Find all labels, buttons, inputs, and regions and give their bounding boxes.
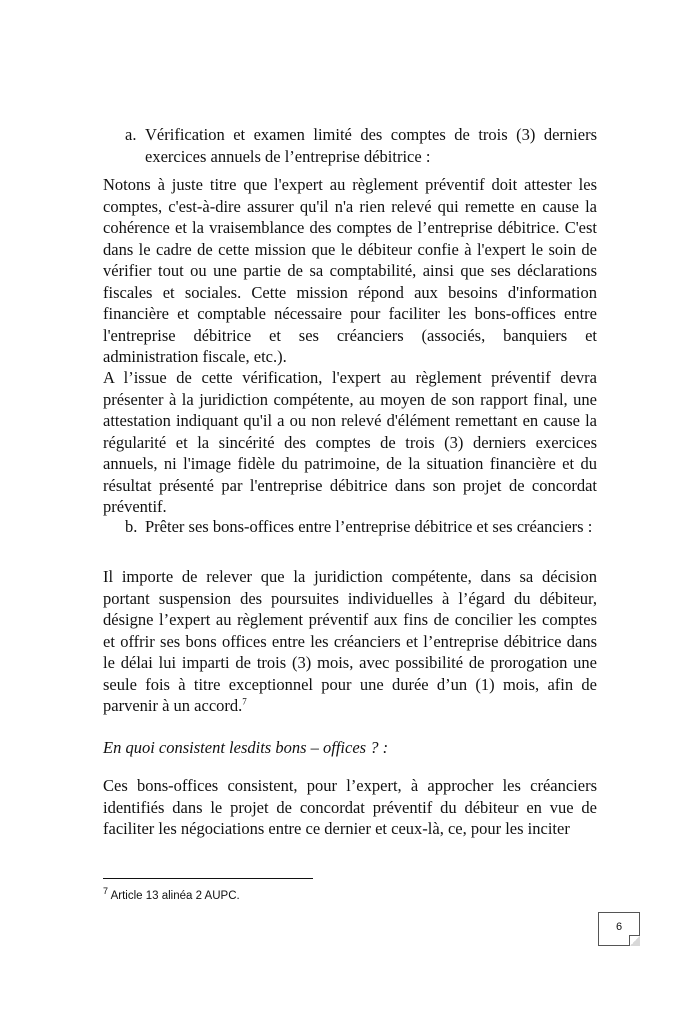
list-marker-b: b. bbox=[125, 517, 138, 536]
page-fold-icon bbox=[629, 935, 640, 946]
list-item-b bbox=[125, 516, 597, 538]
paragraph-1: Notons à juste titre que l'expert au règlement préventif doit attester les comptes, c'est-à-dire assurer qu'il n'a rien relevé qui remette en cause la cohérence et la vraisemblance des comptes de l’entreprise débitrice. C'est dans le cadre de cette mission que le débiteur confie à l'expert le soin de vérifier tout ou une partie de sa comptabilité, ainsi que ses déclarations fiscales et sociales. Cette mission répond aux besoins d'information financière et comptable nécessaire pour faciliter les bons-offices entre l'entreprise débitrice et ses créanciers (associés, banquiers et administration fiscale, etc.). bbox=[103, 175, 597, 366]
paragraph-4-block bbox=[103, 775, 597, 840]
page-number-box bbox=[598, 912, 640, 946]
page-number: 6 bbox=[615, 921, 623, 933]
paragraph-3-block bbox=[103, 566, 597, 717]
paragraph-3-text: Il importe de relever que la juridiction compétente, dans sa décision portant suspension des poursuites individuelles à l’égard du débiteur, désigne l’expert au règlement préventif aux fins de concilier les comptes et offrir ses bons offices entre les créanciers et l’entreprise débitrice dans le délai lui imparti de trois (3) mois, avec possibilité de prorogation une seule fois à titre exceptionnel pour une durée d’un (1) mois, afin de parvenir à un accord. bbox=[103, 567, 597, 715]
list-marker-a: a. bbox=[125, 125, 137, 144]
footnote-separator bbox=[103, 878, 313, 879]
footnote-number: 7 bbox=[103, 886, 109, 897]
list-item-a bbox=[125, 124, 597, 167]
footnote-reference[interactable]: 7 bbox=[242, 696, 247, 707]
paragraph-3 bbox=[103, 566, 597, 717]
list-text-a: Vérification et examen limité des comptes de trois (3) derniers exercices annuels de l’entreprise débitrice : bbox=[145, 125, 597, 166]
paragraph-2: A l’issue de cette vérification, l'expert au règlement préventif devra présenter à la juridiction compétente, au moyen de son rapport final, une attestation indiquant qu'il a ou non relevé d'élément remettant en cause la régularité et la sincérité des comptes de trois (3) derniers exercices annuels, ni l'image fidèle du patrimoine, de la situation financière et du résultat présenté par l'entreprise débitrice dans son projet de concordat préventif. bbox=[103, 368, 597, 516]
paragraph-2-block bbox=[103, 367, 597, 518]
paragraph-1-block bbox=[103, 174, 597, 368]
list-text-b: Prêter ses bons-offices entre l’entreprise débitrice et ses créanciers : bbox=[145, 517, 593, 536]
paragraph-4: Ces bons-offices consistent, pour l’expert, à approcher les créanciers identifiés dans le projet de concordat préventif du débiteur en vue de faciliter les négociations entre ce dernier et ceux-là, ce, pour les inciter bbox=[103, 776, 597, 838]
section-heading-italic: En quoi consistent lesdits bons – offices ? : bbox=[103, 738, 389, 757]
footnote-text: Article 13 alinéa 2 AUPC. bbox=[110, 890, 240, 902]
footnote bbox=[103, 886, 240, 902]
